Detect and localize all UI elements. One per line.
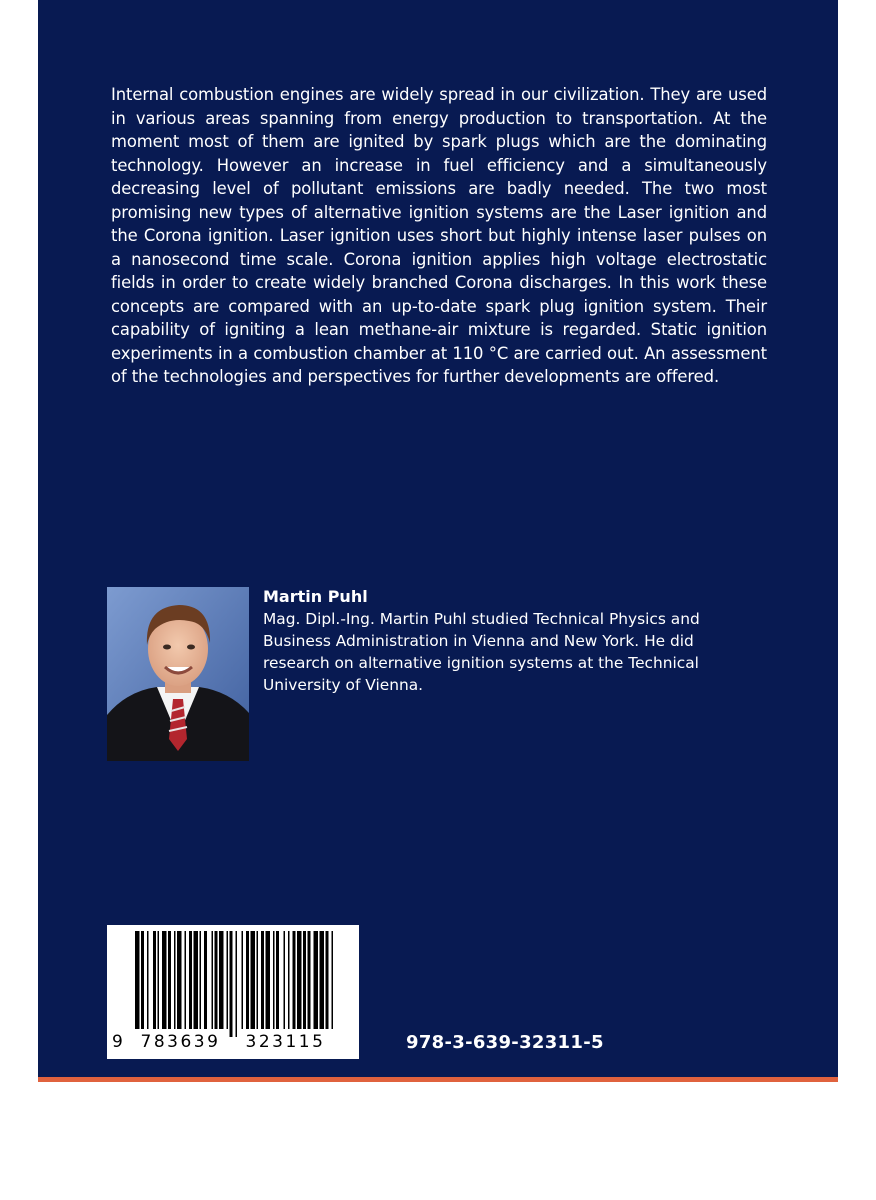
- barcode-bar: [215, 931, 218, 1037]
- barcode-bar: [158, 931, 160, 1037]
- barcode-bar: [162, 931, 167, 1037]
- barcode-bar: [174, 931, 176, 1037]
- barcode-bar: [219, 931, 224, 1037]
- barcode-bar: [266, 931, 271, 1037]
- author-name: Martin Puhl: [263, 587, 368, 606]
- barcode-bar: [284, 931, 286, 1037]
- author-bio: Mag. Dipl.-Ing. Martin Puhl studied Technical Physics and Business Administration in Vienna and New York. He did research on alternative ignition systems at the Technical University of Vienna.: [263, 610, 700, 694]
- author-portrait-icon: [107, 587, 249, 761]
- barcode-bar: [236, 931, 238, 1037]
- accent-bar: [38, 1077, 838, 1082]
- barcode-bar: [189, 931, 192, 1037]
- barcode-bar: [261, 931, 264, 1037]
- barcode-bar: [153, 931, 156, 1037]
- barcode-bar: [227, 931, 229, 1037]
- barcode-bar: [246, 931, 249, 1037]
- author-photo: [107, 587, 249, 761]
- barcode-bar: [177, 931, 182, 1037]
- barcode-bar: [204, 931, 207, 1037]
- barcode-bar: [308, 931, 311, 1037]
- barcode-bar: [185, 931, 187, 1037]
- isbn-barcode: [107, 925, 359, 1059]
- barcode-bar: [303, 931, 306, 1037]
- barcode-bar: [194, 931, 199, 1037]
- barcode-bar: [168, 931, 171, 1037]
- barcode-digits: [107, 1029, 359, 1055]
- barcode-digits-left: 783639: [132, 1029, 229, 1055]
- barcode-bar: [297, 931, 302, 1037]
- book-blurb: Internal combustion engines are widely spread in our civilization. They are used in various areas spanning from energy production to transportation. At the moment most of them are ignited by spark plugs which are the dominating technology. However an increase in fuel efficiency and a simultaneously decreasing level of pollutant emissions are badly needed. The two most promising new types of alternative ignition systems are the Laser ignition and the Corona ignition. Laser ignition uses short but highly intense laser pulses on a nanosecond time scale. Corona ignition applies high voltage electrostatic fields in order to create widely branched Corona discharges. In this work these concepts are compared with an up-to-date spark plug ignition system. Their capability of igniting a lean methane-air mixture is regarded. Static ignition experiments in a combustion chamber at 110 °C are carried out. An assessment of the technologies and perspectives for further developments are offered.: [111, 85, 767, 386]
- isbn-number: 978-3-639-32311-5: [406, 1032, 604, 1053]
- barcode-bar: [242, 931, 244, 1037]
- barcode-bar: [326, 931, 329, 1037]
- barcode-bar: [257, 931, 259, 1037]
- barcode-bar: [212, 931, 214, 1037]
- barcode-bar: [251, 931, 256, 1037]
- barcode-bar: [273, 931, 275, 1037]
- barcode-bar: [293, 931, 296, 1037]
- barcode-digits-right: 323115: [237, 1029, 334, 1055]
- barcode-bar: [276, 931, 279, 1037]
- barcode-bar: [320, 931, 325, 1037]
- barcode-bar: [135, 931, 140, 1037]
- barcode-bar: [332, 931, 334, 1037]
- barcode-bar: [200, 931, 202, 1037]
- barcode-bar: [147, 931, 149, 1037]
- barcode-bar: [288, 931, 290, 1037]
- barcode-bar: [314, 931, 319, 1037]
- barcode-digit-first: 9: [112, 1029, 123, 1055]
- barcode-bar: [141, 931, 144, 1037]
- barcode-bar: [230, 931, 233, 1037]
